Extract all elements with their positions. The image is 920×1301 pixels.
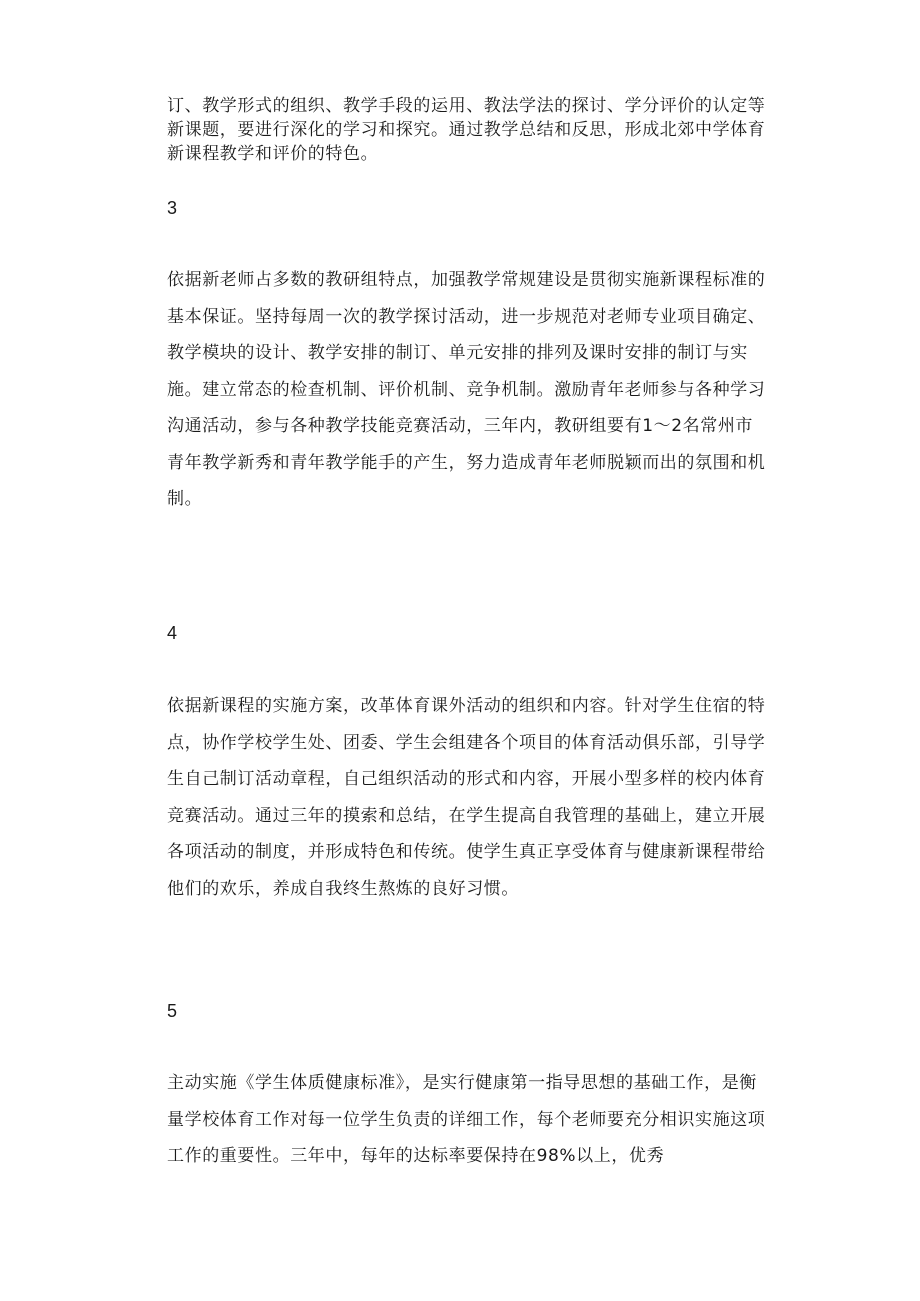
intro-paragraph: 订、教学形式的组织、教学手段的运用、教法学法的探讨、学分评价的认定等新课题，要进行深化的学习和探究。通过教学总结和反思，形成北郊中学体育新课程教学和评价的特色。 bbox=[167, 96, 766, 164]
section-paragraph-3: 依据新老师占多数的教研组特点，加强教学常规建设是贯彻实施新课程标准的基本保证。坚持每周一次的教学探讨活动，进一步规范对老师专业项目确定、教学模块的设计、教学安排的制订、单元安排的排列及课时安排的制订与实施。建立常态的检查机制、评价机制、竞争机制。激励青年老师参与各种学习沟通活动，参与各种教学技能竞赛活动，三年内，教研组要有1～2名常州市青年教学新秀和青年教学能手的产生，努力造成青年老师脱颖而出的氛围和机制。 bbox=[167, 270, 766, 509]
section-paragraph-4: 依据新课程的实施方案，改革体育课外活动的组织和内容。针对学生住宿的特点，协作学校学生处、团委、学生会组建各个项目的体育活动俱乐部，引导学生自己制订活动章程，自己组织活动的形式和内容，开展小型多样的校内体育竞赛活动。通过三年的摸索和总结，在学生提高自我管理的基础上，建立开展各项活动的制度，并形成特色和传统。使学生真正享受体育与健康新课程带给他们的欢乐，养成自我终生熬炼的良好习惯。 bbox=[167, 696, 766, 899]
section-number-3: 3 bbox=[167, 198, 178, 218]
section-paragraph-5: 主动实施《学生体质健康标准》，是实行健康第一指导思想的基础工作，是衡量学校体育工作对每一位学生负责的详细工作，每个老师要充分相识实施这项工作的重要性。三年中，每年的达标率要保持在98%以上，优秀 bbox=[167, 1073, 766, 1166]
section-number-4: 4 bbox=[167, 623, 178, 643]
section-number-5: 5 bbox=[167, 1001, 178, 1021]
